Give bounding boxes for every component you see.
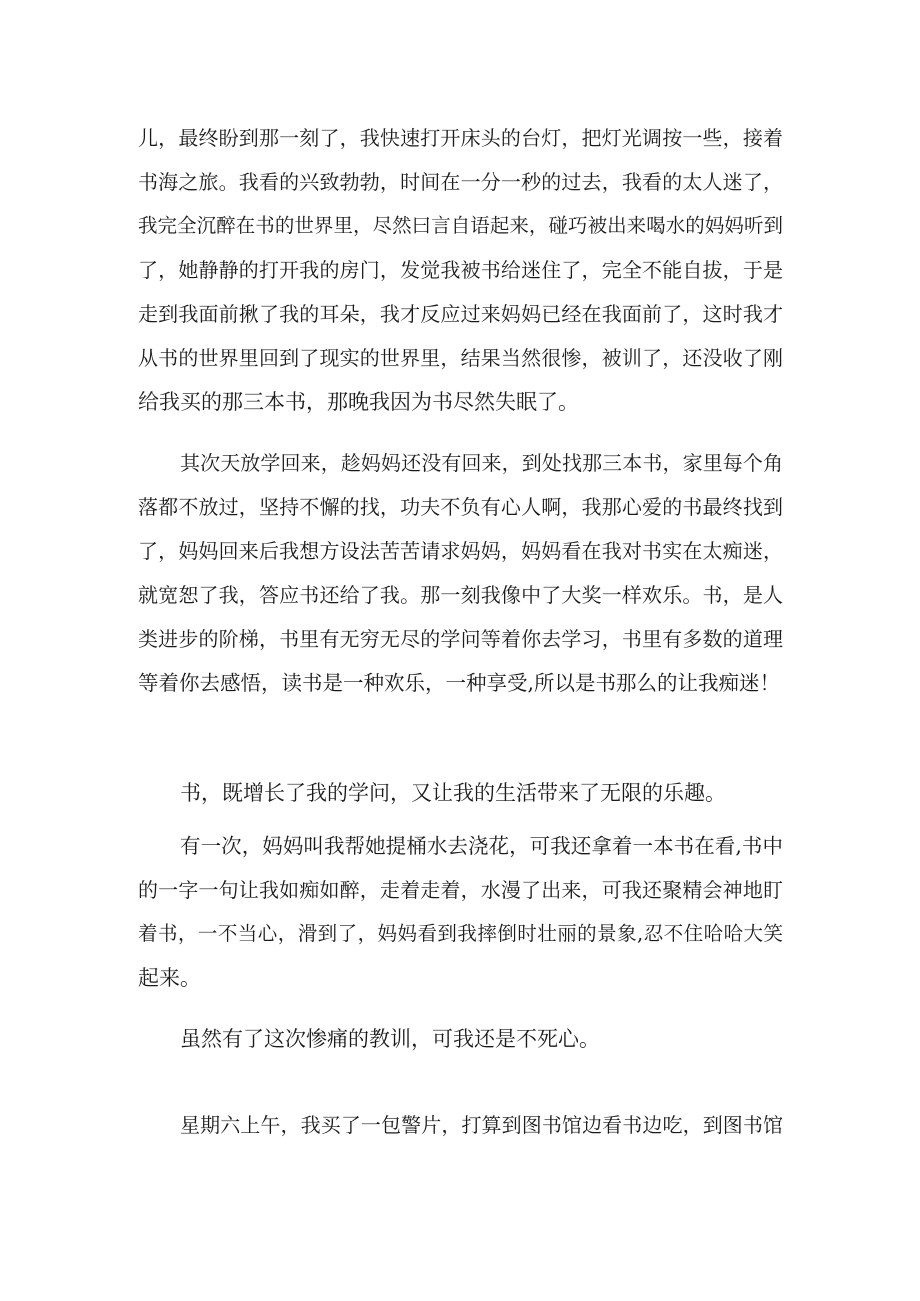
text-line: 走到我面前揪了我的耳朵，我才反应过来妈妈已经在我面前了，这时我才 [138, 302, 783, 326]
text-line: 落都不放过，坚持不懈的找，功夫不负有心人啊，我那心爱的书最终找到 [138, 495, 783, 519]
text-line: 就宽恕了我，答应书还给了我。那一刻我像中了大奖一样欢乐。书，是人 [138, 583, 783, 607]
text-line: 虽然有了这次惨痛的教训，可我还是不死心。 [180, 1027, 600, 1051]
text-line: 从书的世界里回到了现实的世界里，结果当然很惨，被训了，还没收了刚 [138, 346, 783, 370]
text-line: 类进步的阶梯，书里有无穷无尽的学问等着你去学习，书里有多数的道理 [138, 627, 783, 651]
text-line: 儿，最终盼到那一刻了，我快速打开床头的台灯，把灯光调按一些，接着 [138, 126, 783, 150]
text-line: 起来。 [138, 966, 201, 990]
text-line: 的一字一句让我如痴如醉，走着走着，水漫了出来，可我还聚精会神地盯 [138, 878, 783, 902]
text-line: 其次天放学回来，趁妈妈还没有回来，到处找那三本书，家里每个角 [180, 451, 783, 475]
text-line: 书海之旅。我看的兴致勃勃，时间在一分一秒的过去，我看的太人迷了， [138, 170, 783, 194]
text-line: 着书，一不当心，滑到了，妈妈看到我摔倒时壮丽的景象,忍不住哈哈大笑 [138, 922, 783, 945]
text-line: 我完全沉醉在书的世界里，尽然曰言自语起来，碰巧被出来喝水的妈妈听到 [138, 214, 783, 237]
text-line: 有一次，妈妈叫我帮她提桶水去浇花，可我还拿着一本书在看,书中 [180, 834, 783, 858]
text-line: 等着你去感悟，读书是一种欢乐，一种享受,所以是书那么的让我痴迷！ [138, 671, 781, 695]
text-line: 了，她静静的打开我的房门，发觉我被书给迷住了，完全不能自拔，于是 [138, 258, 783, 282]
text-line: 书，既增长了我的学问，又让我的生活带来了无限的乐趣。 [180, 781, 726, 805]
text-line: 给我买的那三本书，那晚我因为书尽然失眠了。 [138, 390, 579, 414]
text-line: 星期六上午，我买了一包警片，打算到图书馆边看书边吃，到图书馆 [180, 1113, 783, 1137]
text-line: 了，妈妈回来后我想方设法苦苦请求妈妈，妈妈看在我对书实在太痴迷， [138, 539, 783, 563]
